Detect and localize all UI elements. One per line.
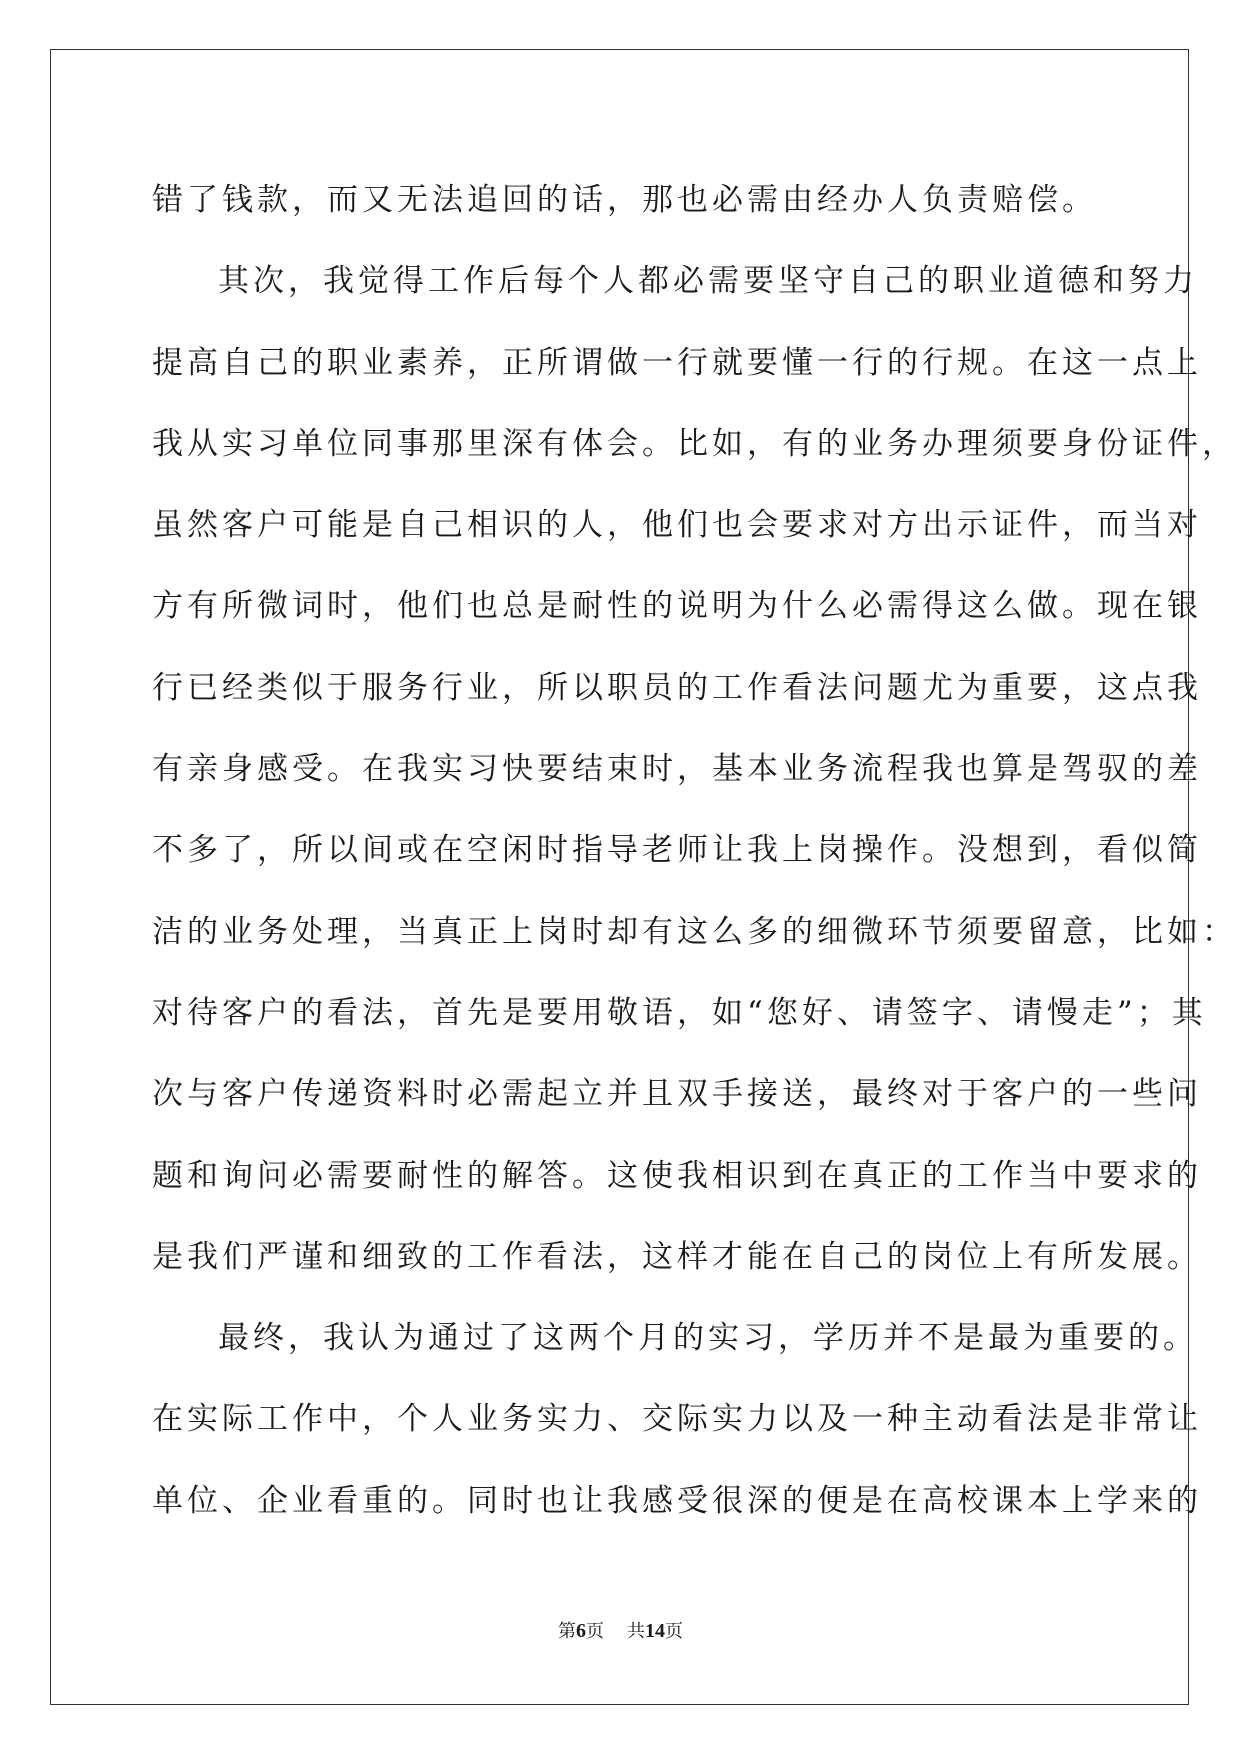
- page-footer: [0, 1617, 1241, 1643]
- page-label-suffix: 页: [586, 1621, 605, 1642]
- text-line: 洁的业务处理，当真正上岗时却有这么多的细微环节须要留意，比如：: [152, 913, 1237, 950]
- text-line: 虽然客户可能是自己相识的人，他们也会要求对方出示证件，而当对: [152, 507, 1202, 544]
- text-line: 不多了，所以间或在空闲时指导老师让我上岗操作。没想到，看似简: [152, 832, 1202, 869]
- text-line: 在实际工作中，个人业务实力、交际实力以及一种主动看法是非常让: [152, 1401, 1202, 1438]
- text-line: 提高自己的职业素养，正所谓做一行就要懂一行的行规。在这一点上: [152, 344, 1202, 381]
- page-label-prefix: 第: [558, 1621, 577, 1642]
- text-line: 我从实习单位同事那里深有体会。比如，有的业务办理须要身份证件，: [152, 425, 1237, 462]
- paragraph: [152, 1298, 1202, 1542]
- text-line: 有亲身感受。在我实习快要结束时，基本业务流程我也算是驾驭的差: [152, 751, 1202, 788]
- document-body: [152, 160, 1237, 1542]
- text-line: 是我们严谨和细致的工作看法，这样才能在自己的岗位上有所发展。: [152, 1238, 1202, 1275]
- total-label-prefix: 共: [626, 1621, 645, 1642]
- text-line: 次与客户传递资料时必需起立并且双手接送，最终对于客户的一些问: [152, 1076, 1202, 1113]
- text-line: 单位、企业看重的。同时也让我感受很深的便是在高校课本上学来的: [152, 1482, 1202, 1519]
- paragraph: [152, 241, 1237, 1298]
- paragraph: [152, 160, 1097, 241]
- text-line: 题和询问必需要耐性的解答。这使我相识到在真正的工作当中要求的: [152, 1157, 1202, 1194]
- text-line: 错了钱款，而又无法追回的话，那也必需由经办人负责赔偿。: [152, 182, 1097, 218]
- text-line: 最终，我认为通过了这两个月的实习，学历并不是最为重要的。: [218, 1320, 1198, 1357]
- total-label-suffix: 页: [664, 1621, 683, 1642]
- text-line: 方有所微词时，他们也总是耐性的说明为什么必需得这么做。现在银: [152, 588, 1202, 625]
- text-line: 行已经类似于服务行业，所以职员的工作看法问题尤为重要，这点我: [152, 669, 1202, 706]
- text-line: 对待客户的看法，首先是要用敬语，如“您好、请签字、请慢走”；其: [152, 994, 1207, 1031]
- text-line: 其次，我觉得工作后每个人都必需要坚守自己的职业道德和努力: [218, 263, 1198, 300]
- page-number: 6: [576, 1620, 587, 1642]
- total-pages: 14: [644, 1620, 665, 1642]
